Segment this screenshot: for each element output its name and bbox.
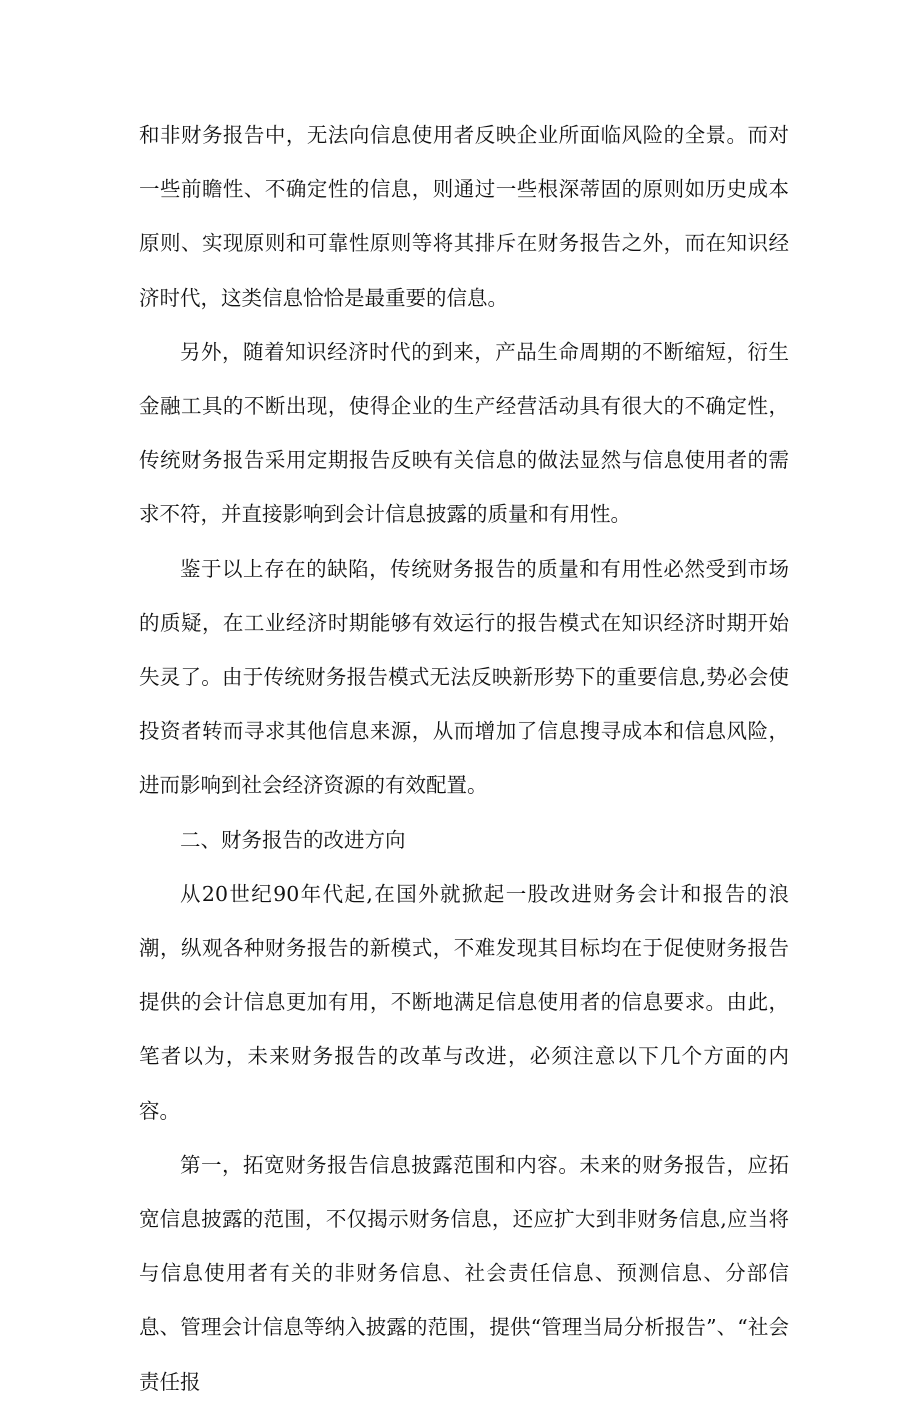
- paragraph-knowledge-economy: 另外，随着知识经济时代的到来，产品生命周期的不断缩短，衍生金融工具的不断出现，使得企业的生产经营活动具有很大的不确定性，传统财务报告采用定期报告反映有关信息的做法显然与信息使用者的需求不符，并直接影响到会计信息披露的质量和有用性。: [139, 339, 789, 527]
- document-body: [139, 108, 789, 1409]
- section-heading: 二、财务报告的改进方向: [180, 827, 406, 852]
- paragraph-defects: 鉴于以上存在的缺陷，传统财务报告的质量和有用性必然受到市场的质疑，在工业经济时期能够有效运行的报告模式在知识经济时期开始失灵了。由于传统财务报告模式无法反映新形势下的重要信息,势必会使投资者转而寻求其他信息来源，从而增加了信息搜寻成本和信息风险，进而影响到社会经济资源的有效配置。: [139, 556, 789, 798]
- paragraph-continuation: 和非财务报告中，无法向信息使用者反映企业所面临风险的全景。而对一些前瞻性、不确定性的信息，则通过一些根深蒂固的原则如历史成本原则、实现原则和可靠性原则等将其排斥在财务报告之外，而在知识经济时代，这类信息恰恰是最重要的信息。: [139, 123, 789, 310]
- paragraph-reform-trend: 从20世纪90年代起,在国外就掀起一股改进财务会计和报告的浪潮，纵观各种财务报告的新模式，不难发现其目标均在于促使财务报告提供的会计信息更加有用，不断地满足信息使用者的信息要求。由此，笔者以为，未来财务报告的改革与改进，必须注意以下几个方面的内容。: [139, 881, 789, 1123]
- paragraph-first-point: 第一，拓宽财务报告信息披露范围和内容。未来的财务报告，应拓宽信息披露的范围，不仅揭示财务信息，还应扩大到非财务信息,应当将与信息使用者有关的非财务信息、社会责任信息、预测信息、分部信息、管理会计信息等纳入披露的范围，提供“管理当局分析报告”、“社会责任报: [139, 1152, 789, 1394]
